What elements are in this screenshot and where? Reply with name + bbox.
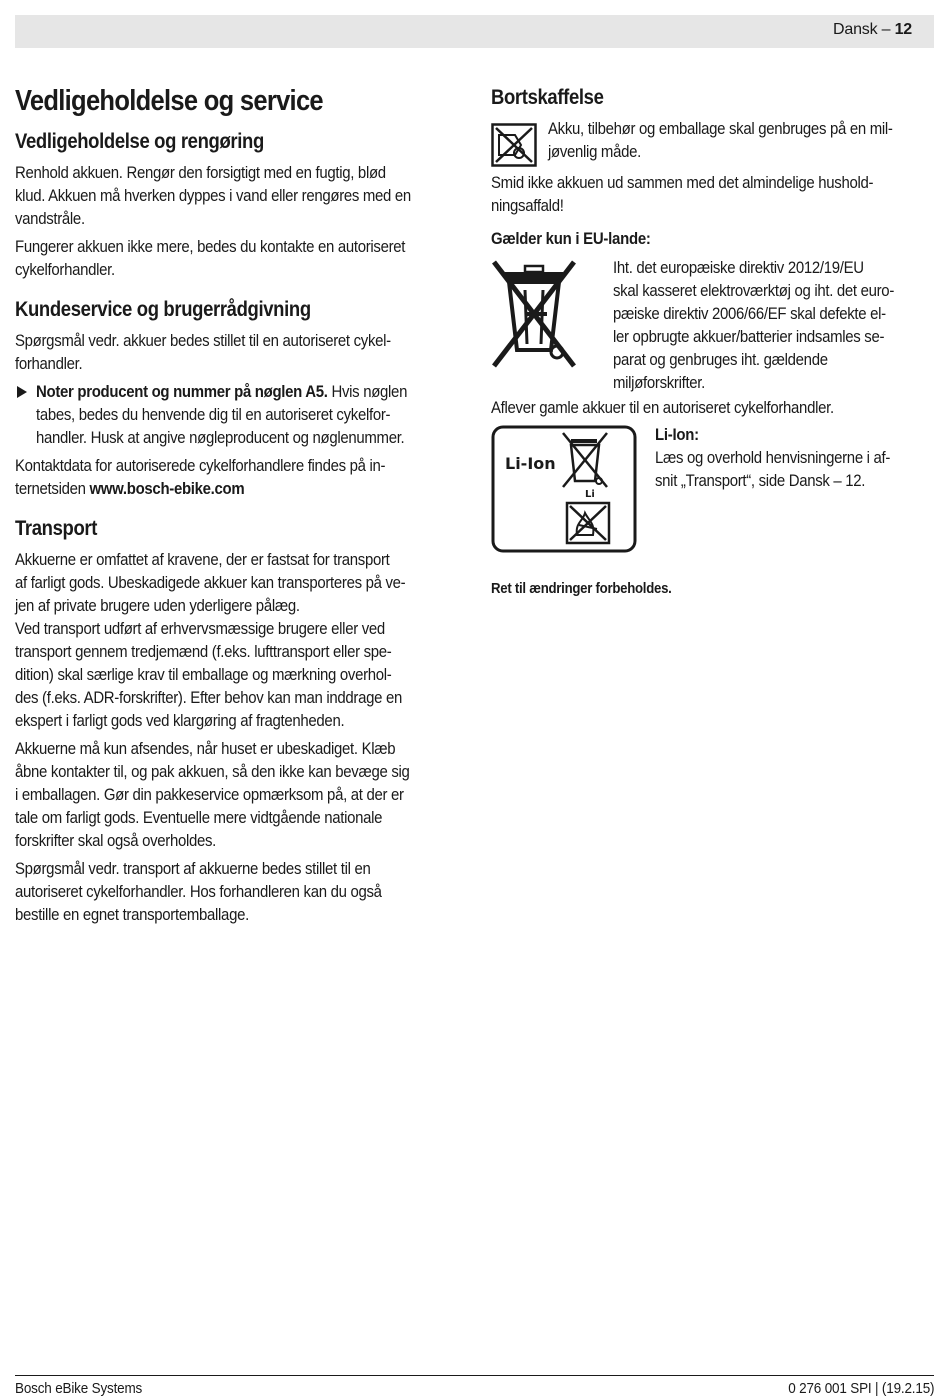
transport-heading: Transport: [15, 517, 98, 540]
page-footer: [15, 1375, 934, 1397]
left-column: [15, 82, 460, 931]
liion-text: Læs og overhold henvisningerne i af- snit „Transport“, side Dansk – 12.: [655, 448, 891, 490]
maintenance-paragraph-1: Renhold akkuen. Rengør den forsigtigt med en fugtig, blød klud. Akkuen må hverken dyppes i vand eller rengøres med en vandstråle.: [15, 163, 411, 228]
eu-directive-row: [491, 256, 936, 396]
customer-service-heading: Kundeservice og brugerrådgivning: [15, 298, 311, 321]
svg-text:Li-Ion: Li-Ion: [505, 454, 556, 473]
transport-paragraph-3: Spørgsmål vedr. transport af akkuerne bedes stillet til en autoriseret cykelforhandler. Hos forhandleren kan du også bestille en egnet transportemballage.: [15, 859, 382, 924]
crossed-bin-icon: [491, 258, 577, 375]
transport-paragraph-2: Akkuerne må kun afsendes, når huset er ubeskadiget. Klæb åbne kontakter til, og pak akkuen, så den ikke kan bevæge sig i emballagen. Gør din pakkeservice opmærksom på, at der er tale om farligt gods. Eventuelle mere vidtgående nationale forskrifter skal også overholdes.: [15, 739, 410, 850]
return-batteries-text: Aflever gamle akkuer til en autoriseret cykelforhandler.: [491, 398, 834, 417]
household-waste-warning: Smid ikke akkuen ud sammen med det almindelige hushold- ningsaffald!: [491, 173, 874, 215]
recycle-text: Akku, tilbehør og emballage skal genbruges på en mil- jøvenlig måde.: [548, 119, 893, 161]
svg-text:Li: Li: [585, 489, 595, 500]
page-number-label: Dansk – 12: [833, 21, 912, 38]
recycle-battery-icon: [491, 123, 537, 172]
transport-paragraph-1: Akkuerne er omfattet af kravene, der er fastsat for transport af farligt gods. Ubeskadigede akkuer kan transporteres på ve- jen af private brugere uden yderligere pålæg. Ved transport udført af erhvervsmæssige brugere eller ved transport gennem tredjemænd (f.eks. lufttransport eller spe- dition) skal særlige krav til emballage og mærkning overhol- des (f.eks. ADR-forskrifter). Efter behov kan man inddrage en ekspert i farligt gods ved klargøring af fragtenheden.: [15, 550, 406, 730]
contact-paragraph: Kontaktdata for autoriserede cykelforhandlere findes på in- ternetsiden www.bosch-ebike.com: [15, 456, 386, 498]
maintenance-paragraph-2: Fungerer akkuen ikke mere, bedes du kontakte en autoriseret cykelforhandler.: [15, 237, 406, 279]
recycle-row: [491, 117, 936, 171]
reservation-note: Ret til ændringer forbeholdes.: [491, 580, 672, 597]
key-note-bullet: Noter producent og nummer på nøglen A5. Hvis nøglen tabes, bedes du henvende dig til en autoriseret cykelfor- handler. Husk at angive nøgleproducent og nøglenummer.: [15, 380, 460, 449]
right-column: [491, 84, 936, 597]
eu-directive-text: Iht. det europæiske direktiv 2012/19/EU skal kasseret elektroværktøj og iht. det euro- pæiske direktiv 2006/66/EF skal defekte el- ler opbrugte akkuer/batterier indsamles se- parat og genbruges iht. gældende miljøforskrifter.: [613, 258, 894, 392]
website-link[interactable]: www.bosch-ebike.com: [89, 479, 245, 498]
triangle-bullet-icon: [17, 386, 27, 398]
disposal-heading: Bortskaffelse: [491, 86, 604, 109]
footer-company: Bosch eBike Systems: [15, 1380, 143, 1397]
page-title: Vedligeholdelse og service: [15, 85, 323, 117]
liion-heading: Li-Ion:: [655, 425, 699, 444]
liion-row: [491, 424, 936, 554]
footer-doc-number: 0 276 001 SPI | (19.2.15): [787, 1380, 934, 1397]
page-header: [15, 15, 934, 48]
maintenance-heading: Vedligeholdelse og rengøring: [15, 130, 264, 153]
eu-heading: Gælder kun i EU-lande:: [491, 229, 651, 248]
liion-label-icon: [491, 425, 637, 558]
customer-service-paragraph: Spørgsmål vedr. akkuer bedes stillet til en autoriseret cykel- forhandler.: [15, 331, 391, 373]
